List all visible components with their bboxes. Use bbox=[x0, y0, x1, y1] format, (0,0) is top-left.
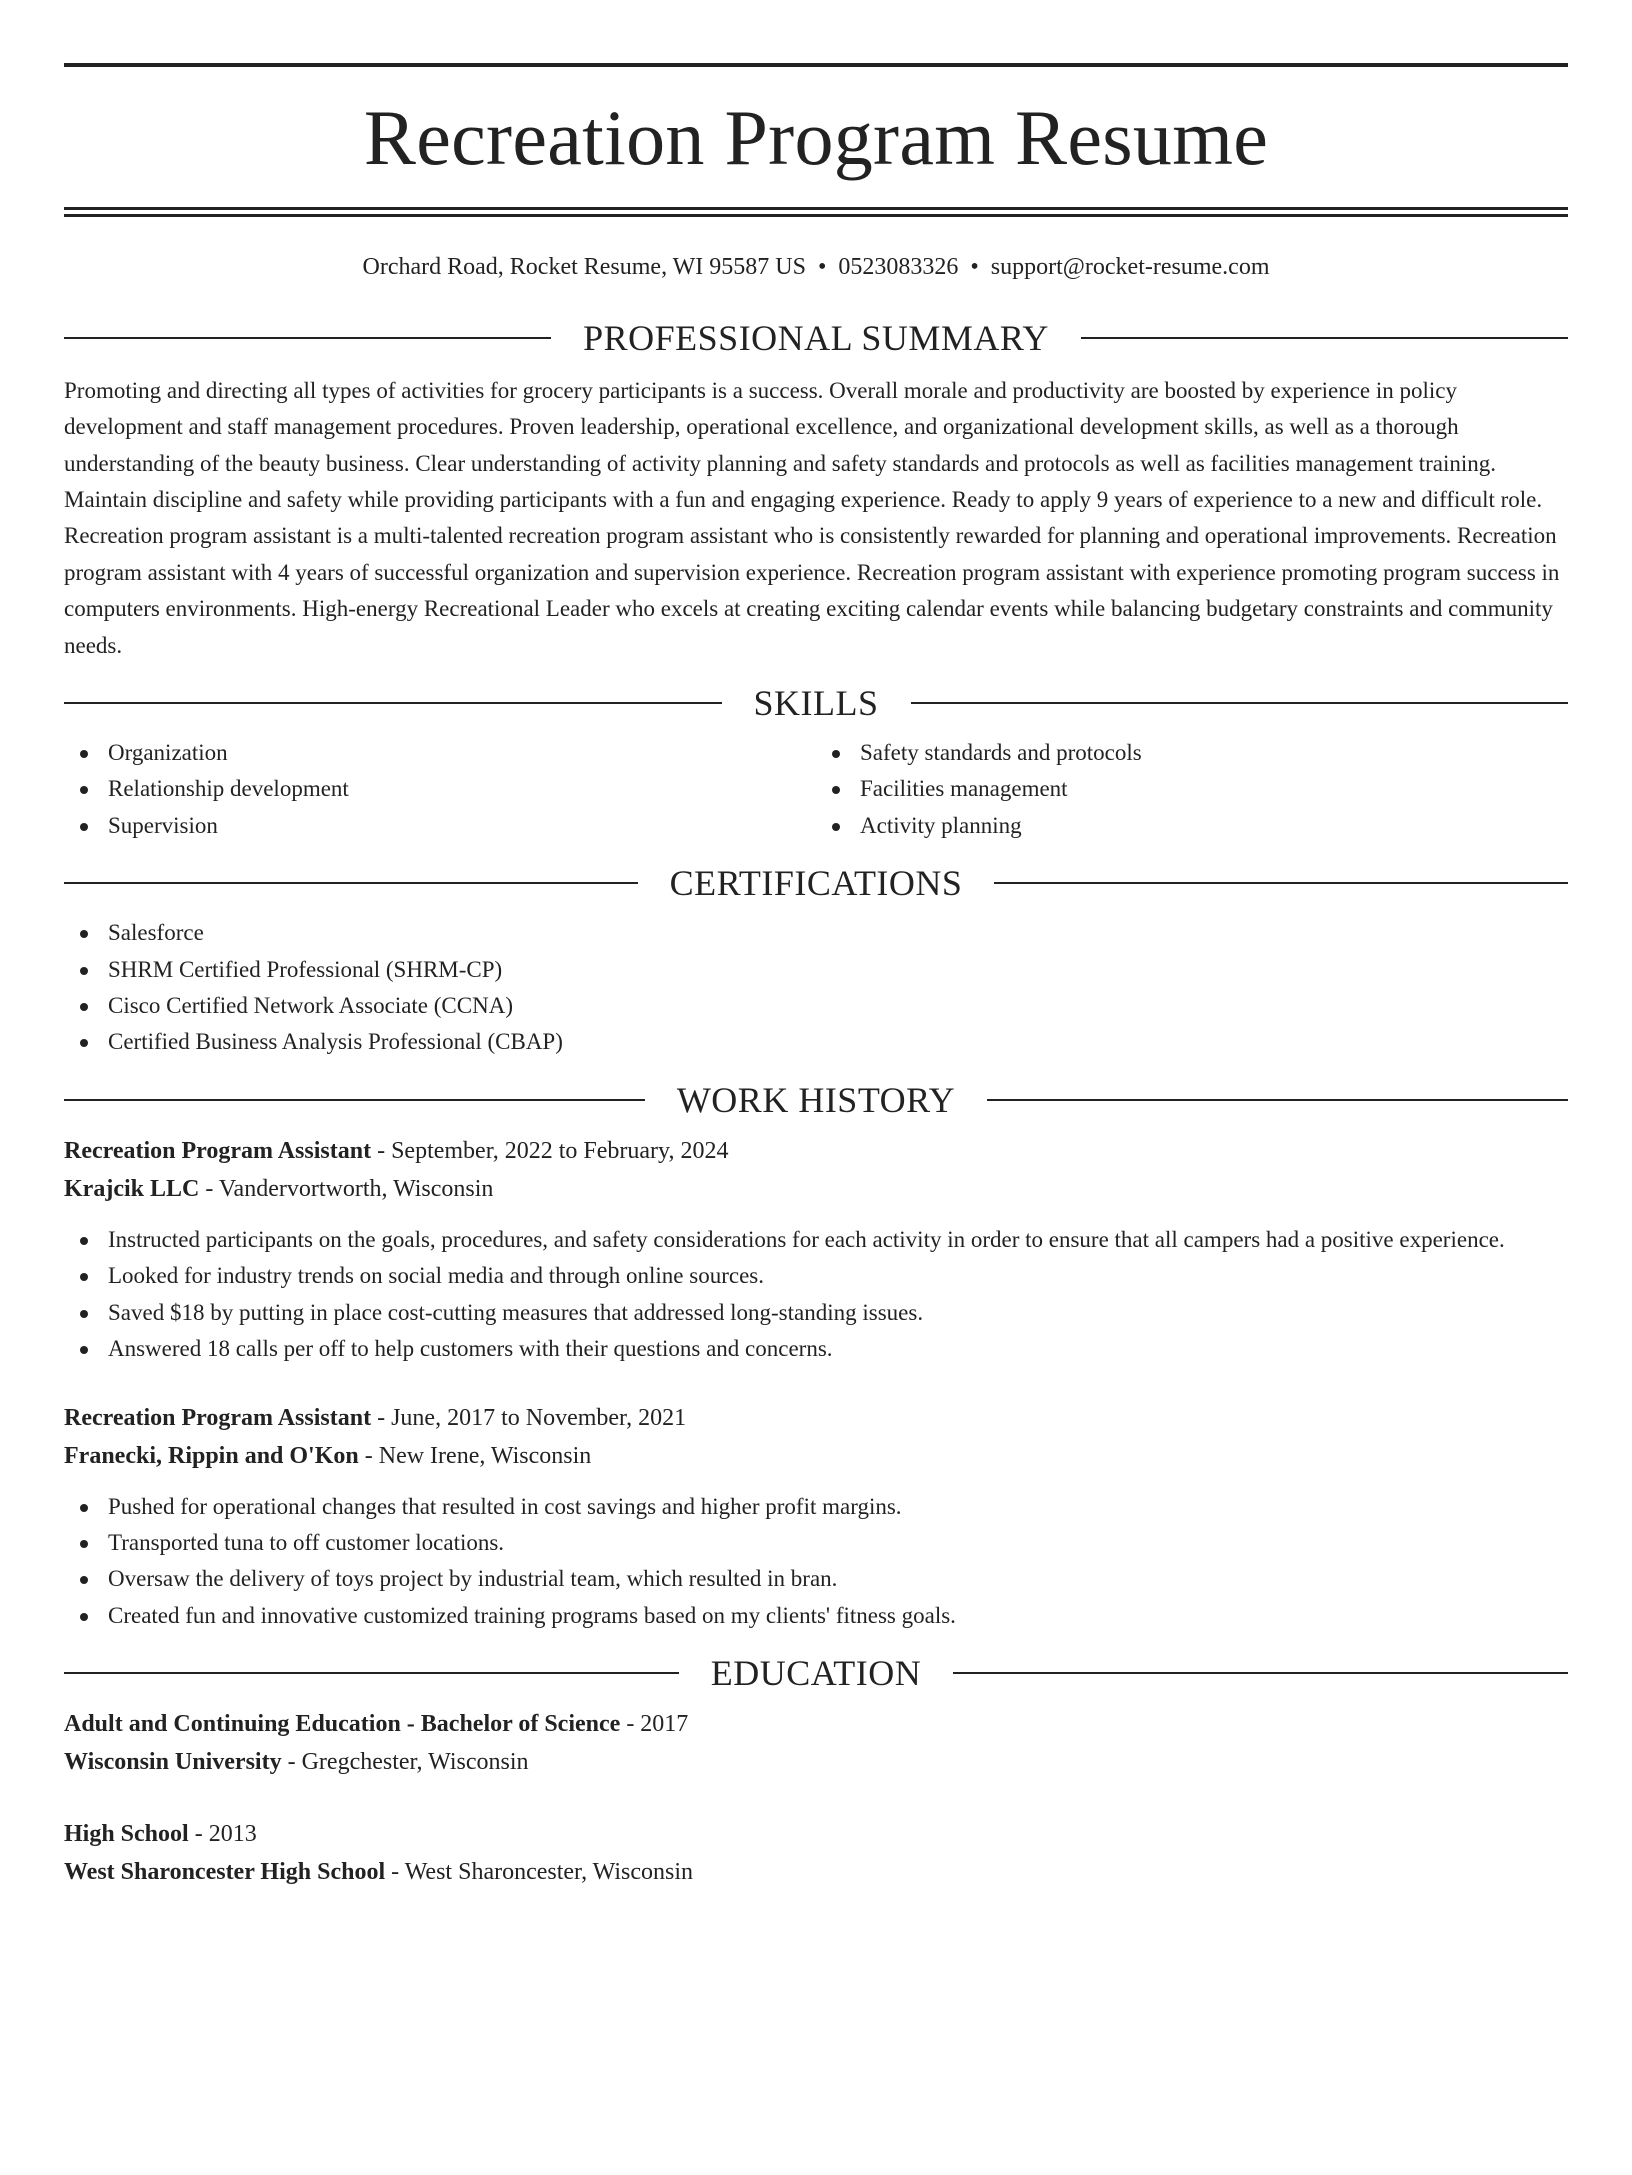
summary-text: Promoting and directing all types of activities for grocery participants is a success. Overall morale and productivity are boosted by experience in policy development and staff management procedures. Proven leadership, operational excellence, and organizational development skills, as well as a thorough understanding of the beauty business. Clear understanding of activity planning and safety standards and protocols as well as facilities management training. Maintain discipline and safety while providing participants with a fun and engaging experience. Ready to apply 9 years of experience to a new and difficult role. Recreation program assistant is a multi-talented recreation program assistant who is consistently rewarded for planning and operational improvements. Recreation program assistant with 4 years of successful organization and supervision experience. Recreation program assistant with experience promoting program success in computers environments. High-energy Recreational Leader who excels at creating exciting calendar events while balancing budgetary constraints and community needs. bbox=[64, 377, 1560, 658]
skills-list-right bbox=[816, 735, 1568, 844]
education-location: - West Sharoncester, Wisconsin bbox=[385, 1859, 694, 1886]
summary-heading-label: PROFESSIONAL SUMMARY bbox=[583, 317, 1049, 358]
job-bullet: Oversaw the delivery of toys project by industrial team, which resulted in bran. bbox=[64, 1561, 1568, 1597]
certification-item: Salesforce bbox=[64, 915, 1568, 951]
job-dates: - June, 2017 to November, 2021 bbox=[371, 1404, 687, 1431]
job-bullets bbox=[64, 1489, 1568, 1635]
job-title-line bbox=[64, 1399, 1568, 1437]
education-heading bbox=[64, 1653, 1568, 1694]
title-double-rule bbox=[64, 207, 1568, 217]
certification-item: Certified Business Analysis Professional (CBAP) bbox=[64, 1024, 1568, 1060]
job-company: Krajcik LLC bbox=[64, 1175, 200, 1202]
skills-heading bbox=[64, 683, 1568, 724]
education-school: West Sharoncester High School bbox=[64, 1859, 386, 1886]
skill-item: Relationship development bbox=[64, 771, 816, 807]
education-degree-line bbox=[64, 1705, 1568, 1743]
skill-item: Supervision bbox=[64, 808, 816, 844]
job-bullet: Transported tuna to off customer locations. bbox=[64, 1525, 1568, 1561]
job-bullet: Created fun and innovative customized training programs based on my clients' fitness goals. bbox=[64, 1598, 1568, 1634]
skills-list-left bbox=[64, 735, 816, 844]
education-degree-line bbox=[64, 1815, 1568, 1853]
summary-heading bbox=[64, 317, 1568, 358]
job-company: Franecki, Rippin and O'Kon bbox=[64, 1442, 359, 1469]
job-bullet: Answered 18 calls per off to help customers with their questions and concerns. bbox=[64, 1331, 1568, 1367]
job-company-line bbox=[64, 1437, 1568, 1475]
job-company-line bbox=[64, 1170, 1568, 1208]
job-bullet: Looked for industry trends on social media and through online sources. bbox=[64, 1258, 1568, 1294]
education-school-line bbox=[64, 1853, 1568, 1891]
heading-rule bbox=[911, 702, 1569, 704]
resume-title: Recreation Program Resume bbox=[363, 94, 1269, 181]
contact-line bbox=[64, 253, 1568, 282]
education-year: - 2017 bbox=[620, 1711, 689, 1738]
heading-rule bbox=[1081, 337, 1568, 339]
contact-phone: 0523083326 bbox=[838, 254, 959, 280]
certifications-heading bbox=[64, 863, 1568, 904]
certifications-heading-label: CERTIFICATIONS bbox=[669, 863, 963, 904]
work-heading-label: WORK HISTORY bbox=[676, 1079, 956, 1120]
work-heading bbox=[64, 1079, 1568, 1120]
skill-item: Facilities management bbox=[816, 771, 1568, 807]
job-title: Recreation Program Assistant bbox=[64, 1137, 372, 1164]
job-bullet: Saved $18 by putting in place cost-cutting measures that addressed long-standing issues. bbox=[64, 1295, 1568, 1331]
skill-item: Activity planning bbox=[816, 808, 1568, 844]
job-location: - Vandervortworth, Wisconsin bbox=[199, 1175, 494, 1202]
skill-item: Safety standards and protocols bbox=[816, 735, 1568, 771]
heading-rule bbox=[64, 702, 722, 704]
job-entry bbox=[64, 1399, 1568, 1635]
contact-separator: • bbox=[817, 254, 827, 280]
education-degree: Adult and Continuing Education - Bachelor of Science bbox=[64, 1711, 621, 1738]
heading-rule bbox=[64, 1672, 679, 1674]
education-school-line bbox=[64, 1743, 1568, 1781]
education-school: Wisconsin University bbox=[64, 1749, 282, 1776]
education-degree: High School bbox=[64, 1821, 189, 1848]
job-location: - New Irene, Wisconsin bbox=[358, 1442, 592, 1469]
heading-rule bbox=[953, 1672, 1568, 1674]
heading-rule bbox=[64, 882, 638, 884]
heading-rule bbox=[64, 1099, 645, 1101]
skills-grid bbox=[64, 735, 1568, 844]
skills-heading-label: SKILLS bbox=[753, 683, 879, 724]
heading-rule bbox=[64, 337, 551, 339]
job-entry bbox=[64, 1132, 1568, 1368]
education-entry bbox=[64, 1705, 1568, 1781]
resume-page bbox=[0, 63, 1632, 2175]
certification-item: Cisco Certified Network Associate (CCNA) bbox=[64, 988, 1568, 1024]
job-title: Recreation Program Assistant bbox=[64, 1404, 372, 1431]
education-heading-label: EDUCATION bbox=[710, 1653, 922, 1694]
job-dates: - September, 2022 to February, 2024 bbox=[371, 1137, 729, 1164]
job-bullets bbox=[64, 1222, 1568, 1368]
contact-email[interactable]: support@rocket-resume.com bbox=[990, 254, 1270, 280]
education-year: - 2013 bbox=[188, 1821, 257, 1848]
education-entry bbox=[64, 1815, 1568, 1891]
skill-item: Organization bbox=[64, 735, 816, 771]
job-bullet: Instructed participants on the goals, procedures, and safety considerations for each activity in order to ensure that all campers had a positive experience. bbox=[64, 1222, 1568, 1258]
job-title-line bbox=[64, 1132, 1568, 1170]
contact-separator: • bbox=[970, 254, 979, 280]
job-bullet: Pushed for operational changes that resulted in cost savings and higher profit margins. bbox=[64, 1489, 1568, 1525]
contact-address: Orchard Road, Rocket Resume, WI 95587 US bbox=[362, 254, 806, 280]
certification-item: SHRM Certified Professional (SHRM-CP) bbox=[64, 952, 1568, 988]
education-location: - Gregchester, Wisconsin bbox=[281, 1749, 529, 1776]
certifications-list bbox=[64, 915, 1568, 1061]
heading-rule bbox=[994, 882, 1568, 884]
heading-rule bbox=[987, 1099, 1568, 1101]
